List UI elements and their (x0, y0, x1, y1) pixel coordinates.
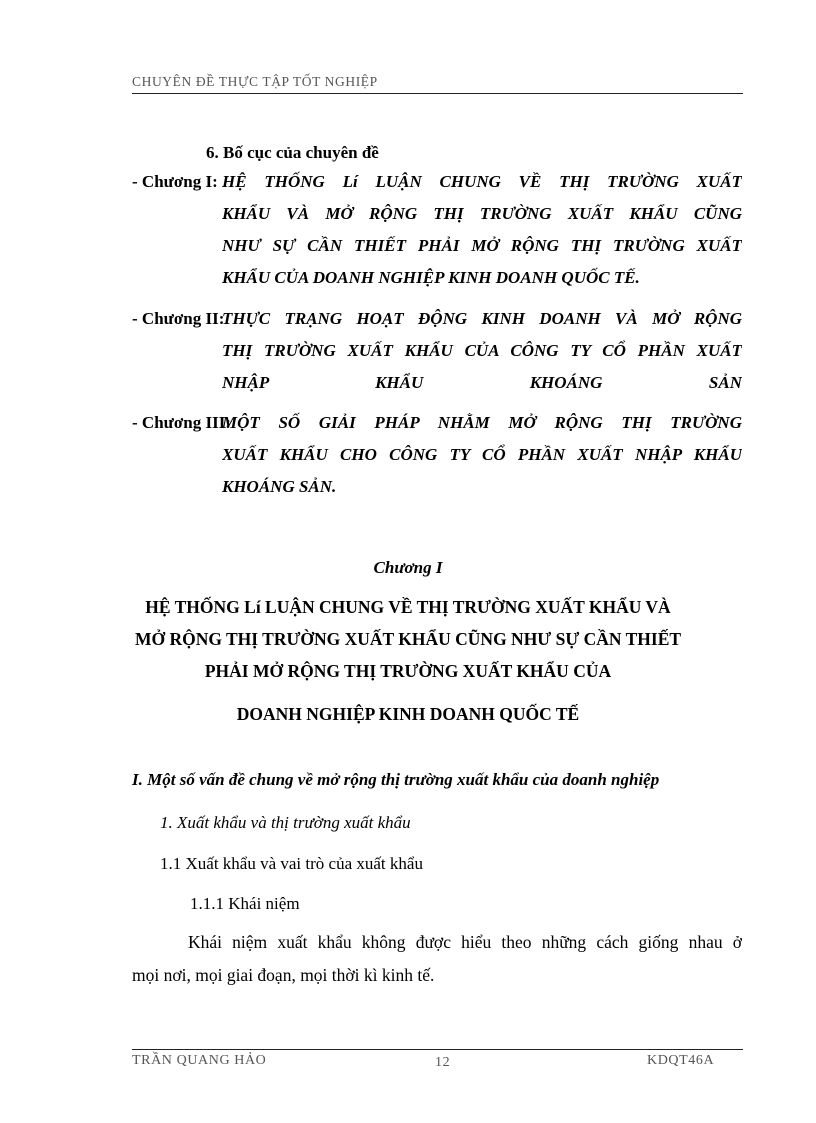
chapter-title-line: HỆ THỐNG Lí LUẬN CHUNG VỀ THỊ TRƯỜNG XUẤT KHẨU VÀ (145, 597, 671, 617)
chapter-label: Chương I (373, 558, 443, 577)
chapter-3-line: XUẤT KHẨU CHO CÔNG TY CỔ PHẦN XUẤT NHẬP KHẨU (222, 445, 742, 464)
chapter-1-line: NHƯ SỰ CẦN THIẾT PHẢI MỞ RỘNG THỊ TRƯỜNG XUẤT (222, 236, 742, 255)
subsection-1-1-1-heading: 1.1.1 Khái niệm (190, 894, 300, 913)
chapter-2-line: THỰC TRẠNG HOẠT ĐỘNG KINH DOANH VÀ MỞ RỘNG (222, 309, 742, 328)
footer-author: TRẦN QUANG HẢO (132, 1053, 267, 1068)
chapter-1-line: KHẨU VÀ MỞ RỘNG THỊ TRƯỜNG XUẤT KHẨU CŨNG (222, 204, 742, 223)
chapter-3-label: - Chương III: (132, 413, 231, 432)
footer-rule (132, 1049, 743, 1050)
chapter-3-line: KHOÁNG SẢN. (222, 477, 337, 496)
section-I-heading: I. Một số vấn đề chung về mở rộng thị trường xuất khẩu của doanh nghiệp (132, 770, 660, 789)
chapter-2-line: NHẬP KHẨU KHOÁNG SẢN (222, 373, 742, 392)
chapter-2-title (222, 303, 742, 399)
paragraph-line: mọi nơi, mọi giai đoạn, mọi thời kì kinh tế. (132, 965, 435, 985)
chapter-title-line: DOANH NGHIỆP KINH DOANH QUỐC TẾ (236, 704, 580, 724)
chapter-1-title (222, 166, 742, 294)
page-header-title: CHUYÊN ĐỀ THỰC TẬP TỐT NGHIỆP (132, 74, 378, 89)
subsection-1-1-heading: 1.1 Xuất khẩu và vai trò của xuất khẩu (160, 854, 423, 873)
chapter-2-label: - Chương II: (132, 309, 225, 328)
chapter-1-label: - Chương I: (132, 172, 218, 191)
subsection-1-heading: 1. Xuất khẩu và thị trường xuất khẩu (160, 813, 411, 832)
chapter-3-line: MỘT SỐ GIẢI PHÁP NHẰM MỞ RỘNG THỊ TRƯỜNG (222, 413, 742, 432)
section-heading: 6. Bố cục của chuyên đề (206, 143, 379, 162)
header-rule (132, 93, 743, 94)
chapter-title-line: PHẢI MỞ RỘNG THỊ TRƯỜNG XUẤT KHẨU CỦA (204, 661, 612, 681)
chapter-title-line: MỞ RỘNG THỊ TRƯỜNG XUẤT KHẨU CŨNG NHƯ SỰ CẦN THIẾT (134, 629, 682, 649)
page-number: 12 (435, 1055, 451, 1070)
chapter-1-line: KHẨU CỦA DOANH NGHIỆP KINH DOANH QUỐC TẾ. (222, 268, 640, 287)
paragraph-line: Khái niệm xuất khẩu không được hiểu theo những cách giống nhau ở (188, 932, 742, 952)
footer-class-code: KDQT46A (647, 1053, 715, 1068)
chapter-2-line: THỊ TRƯỜNG XUẤT KHẨU CỦA CÔNG TY CỔ PHẦN XUẤT (222, 341, 742, 360)
chapter-1-line: HỆ THỐNG Lí LUẬN CHUNG VỀ THỊ TRƯỜNG XUẤT (222, 172, 742, 191)
chapter-3-title (222, 407, 742, 503)
